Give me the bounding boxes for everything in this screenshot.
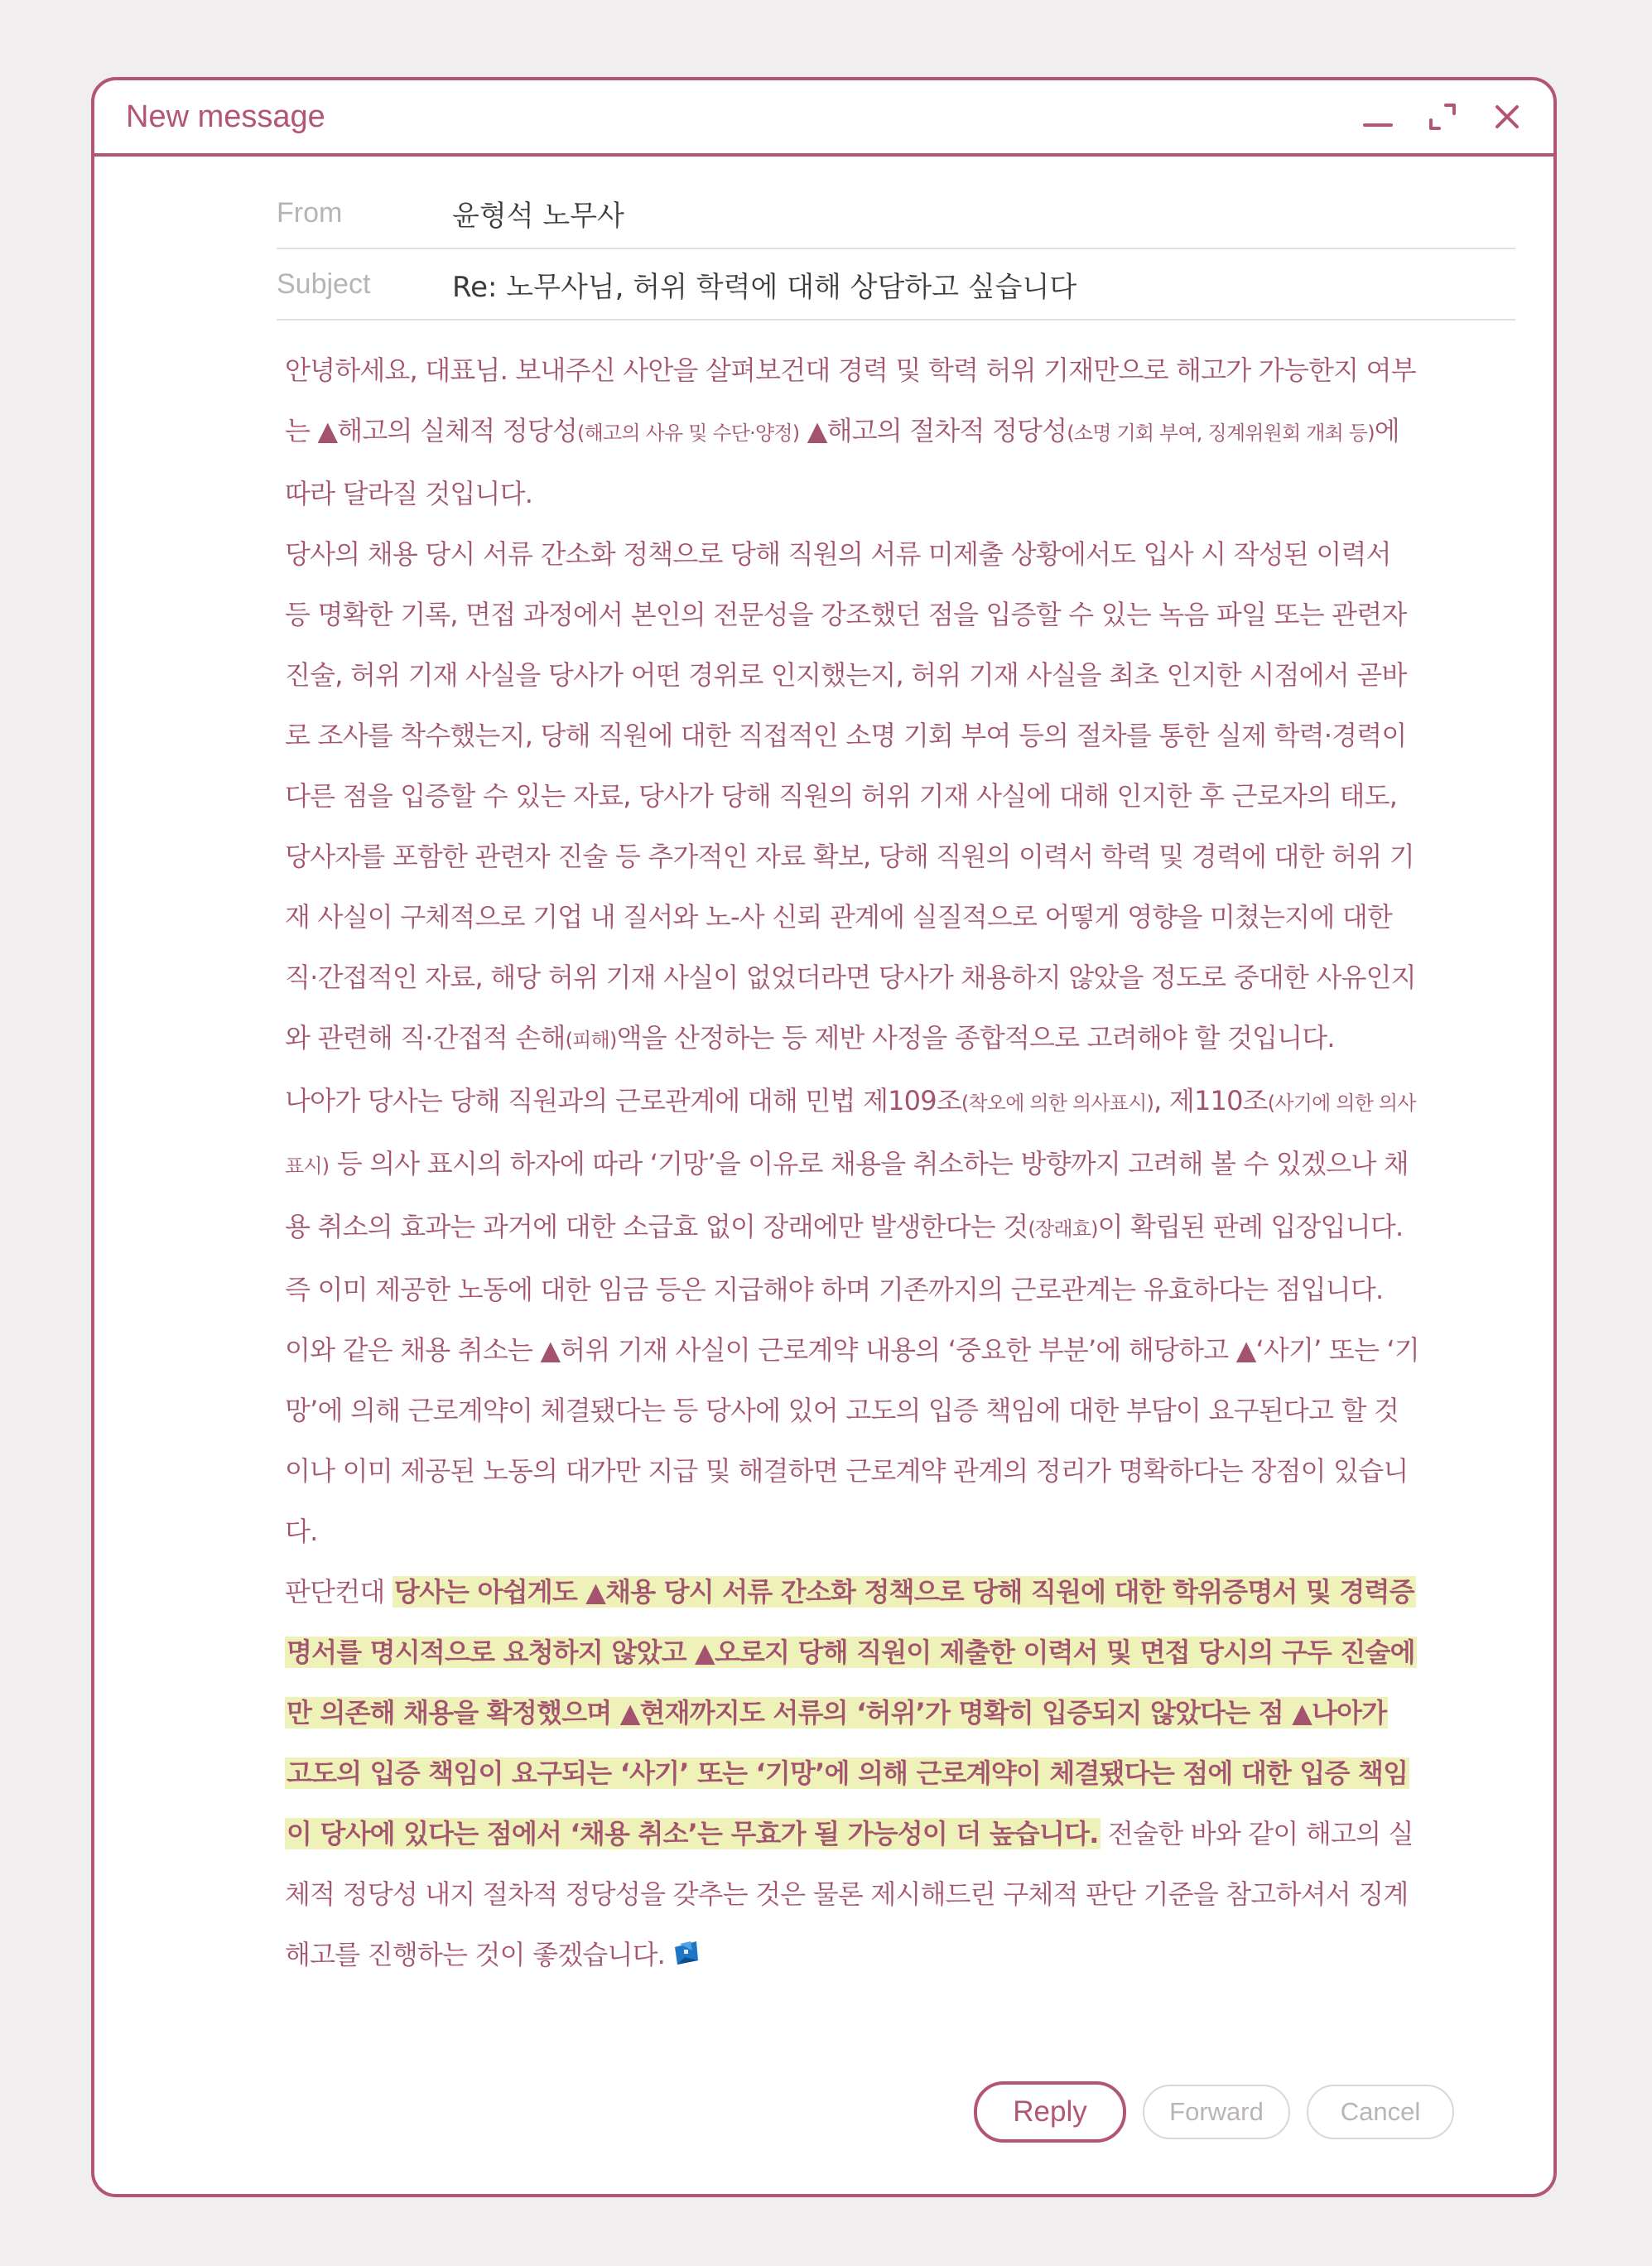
close-icon[interactable] [1491, 100, 1524, 133]
window-controls [1361, 100, 1524, 133]
message-body[interactable] [285, 340, 1419, 1985]
action-buttons [974, 2081, 1454, 2143]
body-paragraph-4: 이와 같은 채용 취소는 ▲허위 기재 사실이 근로계약 내용의 ‘중요한 부분’에 해당하고 ▲‘사기’ 또는 ‘기망’에 의해 근로계약이 체결됐다는 등 당사에 있어 고도의 입증 책임에 대한 부담이 요구된다고 할 것이나 이미 제공된 노동의 대가만 지급 및 해결하면 근로계약 관계의 정리가 명확하다는 장점이 있습니다. [285, 1334, 1419, 1547]
body-paragraph-3: 나아가 당사는 당해 직원과의 근로관계에 대해 민법 제109조(착오에 의한 의사표시), 제110조(사기에 의한 의사표시) 등 의사 표시의 하자에 따라 ‘기망’을 이유로 채용을 취소하는 방향까지 고려해 볼 수 있겠으나 채용 취소의 효과는 과거에 대한 소급효 없이 장래에만 발생한다는 것(장래효)이 확립된 판례 입장입니다. 즉 이미 제공한 노동에 대한 임금 등은 지급해야 하며 기존까지의 근로관계는 유효하다는 점입니다. [285, 1085, 1416, 1305]
body-paragraph-5: 판단컨대 당사는 아쉽게도 ▲채용 당시 서류 간소화 정책으로 당해 직원에 대한 학위증명서 및 경력증명서를 명시적으로 요청하지 않았고 ▲오로지 당해 직원이 제출한 이력서 및 면접 당시의 구두 진술에만 의존해 채용을 확정했으며 ▲현재까지도 서류의 ‘허위’가 명확히 입증되지 않았다는 점 ▲나아가 고도의 입증 책임이 요구되는 ‘사기’ 또는 ‘기망’에 의해 근로계약이 체결됐다는 점에 대한 입증 책임이 당사에 있다는 점에서 ‘채용 취소’는 무효가 될 가능성이 더 높습니다. 전술한 바와 같이 해고의 실체적 정당성 내지 절차적 정당성을 갖추는 것은 물론 제시해드린 구체적 판단 기준을 참고하셔서 징계해고를 진행하는 것이 좋겠습니다. [285, 1576, 1415, 1970]
subject-row [277, 249, 1515, 321]
title-bar [94, 80, 1553, 157]
forward-button[interactable]: Forward [1143, 2085, 1290, 2139]
subject-field[interactable]: Re: 노무사님, 허위 학력에 대해 상담하고 싶습니다 [452, 270, 1077, 304]
window-title: New message [126, 99, 325, 134]
message-header [277, 178, 1515, 321]
cancel-button[interactable]: Cancel [1307, 2085, 1454, 2139]
from-label: From [277, 196, 343, 229]
body-paragraph-2: 당사의 채용 당시 서류 간소화 정책으로 당해 직원의 서류 미제출 상황에서도 입사 시 작성된 이력서 등 명확한 기록, 면접 과정에서 본인의 전문성을 강조했던 점을 입증할 수 있는 녹음 파일 또는 관련자 진술, 허위 기재 사실을 당사가 어떤 경위로 인지했는지, 허위 기재 사실을 최초 인지한 시점에서 곧바로 조사를 착수했는지, 당해 직원에 대한 직접적인 소명 기회 부여 등의 절차를 통한 실제 학력·경력이 다른 점을 입증할 수 있는 자료, 당사가 당해 직원의 허위 기재 사실에 대해 인지한 후 근로자의 태도, 당사자를 포함한 관련자 진술 등 추가적인 자료 확보, 당해 직원의 이력서 학력 및 경력에 대한 허위 기재 사실이 구체적으로 기업 내 질서와 노-사 신뢰 관계에 실질적으로 어떻게 영향을 미쳤는지에 대한 직·간접적인 자료, 해당 허위 기재 사실이 없었더라면 당사가 채용하지 않았을 정도로 중대한 사유인지와 관련해 직·간접적 손해(피해)액을 산정하는 등 제반 사정을 종합적으로 고려해야 할 것입니다. [285, 538, 1416, 1053]
brand-mark-icon [672, 1939, 701, 1967]
reply-button[interactable]: Reply [974, 2081, 1126, 2143]
from-row [277, 178, 1515, 249]
maximize-icon[interactable] [1426, 100, 1459, 133]
message-window [91, 77, 1557, 2197]
minimize-icon[interactable] [1361, 100, 1394, 133]
body-paragraph-1: 안녕하세요, 대표님. 보내주신 사안을 살펴보건대 경력 및 학력 허위 기재만으로 해고가 가능한지 여부는 ▲해고의 실체적 정당성(해고의 사유 및 수단·양정) ▲해고의 절차적 정당성(소명 기회 부여, 징계위원회 개최 등)에 따라 달라질 것입니다. [285, 354, 1416, 509]
highlighted-conclusion: 당사는 아쉽게도 ▲채용 당시 서류 간소화 정책으로 당해 직원에 대한 학위증명서 및 경력증명서를 명시적으로 요청하지 않았고 ▲오로지 당해 직원이 제출한 이력서 및 면접 당시의 구두 진술에만 의존해 채용을 확정했으며 ▲현재까지도 서류의 ‘허위’가 명확히 입증되지 않았다는 점 ▲나아가 고도의 입증 책임이 요구되는 ‘사기’ 또는 ‘기망’에 의해 근로계약이 체결됐다는 점에 대한 입증 책임이 당사에 있다는 점에서 ‘채용 취소’는 무효가 될 가능성이 더 높습니다. [287, 1576, 1415, 1849]
subject-label: Subject [277, 268, 371, 300]
from-field[interactable]: 윤형석 노무사 [452, 199, 624, 233]
